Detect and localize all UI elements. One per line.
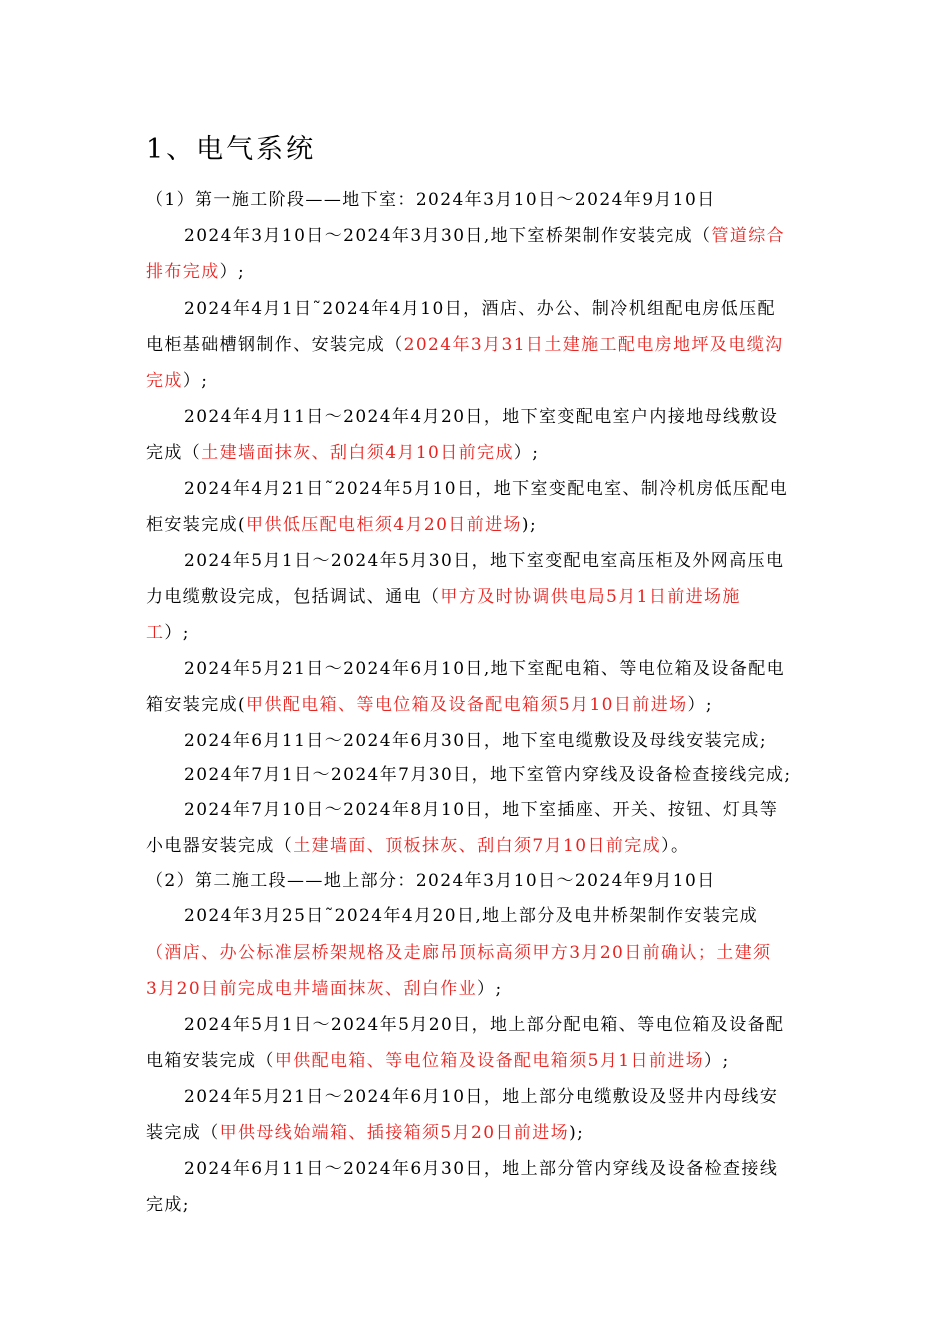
- text-line: [184, 297, 776, 321]
- text-segment: 2024年7月10日～2024年8月10日，地下室插座、开关、按钮、灯具等: [184, 800, 779, 820]
- text-segment: ）;: [182, 371, 209, 391]
- highlighted-text: 甲供配电箱、等电位箱及设备配电箱须5月10日前进场: [246, 695, 688, 715]
- highlighted-text: 完成: [146, 371, 183, 391]
- text-segment: 2024年5月21日～2024年6月10日，地上部分电缆敷设及竖井内母线安: [184, 1087, 779, 1107]
- highlighted-text: 甲供低压配电柜须4月20日前进场: [246, 515, 522, 535]
- text-line: [146, 1121, 584, 1145]
- text-line: [146, 834, 689, 858]
- text-line: [146, 1193, 190, 1217]
- text-segment: 2024年5月1日～2024年5月20日，地上部分配电箱、等电位箱及设备配: [184, 1015, 785, 1035]
- text-segment: 装完成（: [146, 1123, 220, 1143]
- text-segment: );: [569, 1123, 585, 1143]
- text-line: [184, 798, 778, 822]
- highlighted-text: 排布完成: [146, 262, 220, 282]
- text-line: [184, 904, 758, 928]
- text-segment: 2024年4月21日˜2024年5月10日，地下室变配电室、制冷机房低压配电: [184, 479, 789, 499]
- text-line: [146, 188, 716, 212]
- text-segment: 2024年6月11日～2024年6月30日，地上部分管内穿线及设备检查接线: [184, 1159, 779, 1179]
- text-segment: 完成（: [146, 443, 202, 463]
- text-segment: 2024年4月11日～2024年4月20日，地下室变配电室户内接地母线敷设: [184, 407, 779, 427]
- text-line: [146, 333, 784, 357]
- text-line: [184, 477, 788, 501]
- highlighted-text: 土建墙面抹灰、刮白须4月10日前完成: [201, 443, 514, 463]
- highlighted-text: 3月20日前完成电井墙面抹灰、刮白作业: [146, 979, 478, 999]
- text-line: [146, 585, 741, 609]
- text-segment: ）;: [477, 979, 503, 999]
- text-segment: ）;: [164, 623, 190, 643]
- text-segment: 2024年6月11日～2024年6月30日，地下室电缆敷设及母线安装完成;: [184, 731, 767, 751]
- text-segment: 力电缆敷设完成，包括调试、通电（: [146, 587, 441, 607]
- text-segment: 2024年7月1日～2024年7月30日，地下室管内穿线及设备检查接线完成;: [184, 765, 792, 785]
- text-line: [184, 1085, 778, 1109]
- text-line: [146, 941, 771, 965]
- text-segment: ）。: [661, 836, 690, 856]
- highlighted-text: 甲供母线始端箱、插接箱须5月20日前进场: [219, 1123, 570, 1143]
- text-line: [184, 405, 778, 429]
- highlighted-text: 2024年3月31日土建施工配电房地坪及电缆沟: [403, 335, 784, 355]
- text-segment: ）;: [513, 443, 540, 463]
- text-segment: ）;: [219, 262, 246, 282]
- text-line: [184, 1157, 778, 1181]
- text-segment: 2024年5月1日～2024年5月30日，地下室变配电室高压柜及外网高压电: [184, 551, 785, 571]
- text-line: [146, 621, 190, 645]
- text-segment: 2024年5月21日～2024年6月10日,地下室配电箱、等电位箱及设备配电: [184, 659, 786, 679]
- text-line: [184, 657, 785, 681]
- section-heading: 1、电气系统: [146, 134, 317, 165]
- text-segment: 电柜基础槽钢制作、安装完成（: [146, 335, 404, 355]
- highlighted-text: 土建墙面、顶板抹灰、刮白须7月10日前完成: [293, 836, 662, 856]
- text-segment: 2024年3月25日˜2024年4月20日,地上部分及电井桥架制作安装完成: [184, 906, 759, 926]
- text-segment: ）;: [687, 695, 714, 715]
- text-line: [146, 441, 539, 465]
- text-line: [146, 260, 245, 284]
- text-segment: 柜安装完成(: [146, 515, 247, 535]
- text-segment: 电箱安装完成（: [146, 1051, 275, 1071]
- text-segment: 完成;: [146, 1195, 190, 1215]
- text-segment: ）;: [704, 1051, 730, 1071]
- text-segment: 2024年3月10日～2024年3月30日,地下室桥架制作安装完成（: [184, 226, 712, 246]
- text-line: [146, 977, 503, 1001]
- text-segment: （1）第一施工阶段——地下室：2024年3月10日～2024年9月10日: [146, 190, 716, 210]
- text-line: [146, 693, 713, 717]
- text-line: [184, 549, 784, 573]
- text-segment: 小电器安装完成（: [146, 836, 294, 856]
- highlighted-text: 管道综合: [711, 226, 786, 246]
- text-segment: 2024年4月1日˜2024年4月10日，酒店、办公、制冷机组配电房低压配: [184, 299, 776, 319]
- highlighted-text: 工: [146, 623, 165, 643]
- text-segment: （2）第二施工段——地上部分：2024年3月10日～2024年9月10日: [146, 871, 716, 891]
- text-line: [184, 763, 792, 787]
- highlighted-text: （酒店、办公标准层桥架规格及走廊吊顶标高须甲方3月20日前确认；土建须: [146, 943, 772, 963]
- highlighted-text: 甲供配电箱、等电位箱及设备配电箱须5月1日前进场: [274, 1051, 705, 1071]
- text-line: [184, 729, 767, 753]
- text-line: [184, 224, 785, 248]
- text-line: [146, 369, 208, 393]
- text-segment: );: [521, 515, 538, 535]
- text-line: [146, 1049, 730, 1073]
- text-line: [184, 1013, 784, 1037]
- text-line: [146, 513, 537, 537]
- text-line: [146, 869, 716, 893]
- text-segment: 箱安装完成(: [146, 695, 247, 715]
- highlighted-text: 甲方及时协调供电局5月1日前进场施: [440, 587, 741, 607]
